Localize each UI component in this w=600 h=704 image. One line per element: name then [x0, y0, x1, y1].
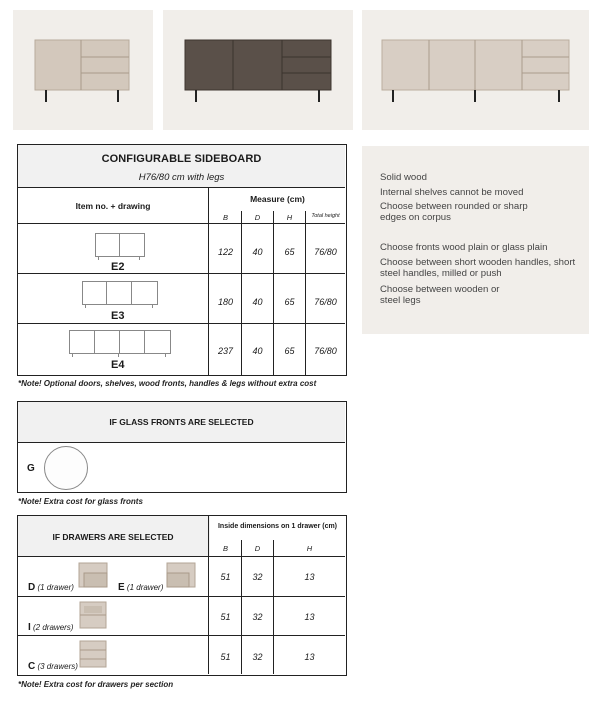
drawer-col-d: D — [254, 544, 261, 553]
drawers-note: *Note! Extra cost for drawers per section — [18, 680, 174, 689]
info-line-6: Choose between wooden or steel legs — [380, 284, 500, 306]
drawer-c-h: 13 — [304, 652, 315, 662]
drawer-col-b: B — [222, 544, 228, 553]
table-title: CONFIGURABLE SIDEBOARD — [101, 153, 262, 165]
drawer-i-d: 32 — [252, 612, 263, 622]
e4-total: 76/80 — [314, 346, 337, 356]
glass-table — [17, 401, 347, 493]
product-photo-medium — [163, 10, 353, 130]
measure-header: Measure (cm) — [250, 194, 305, 204]
e2-total: 76/80 — [314, 247, 337, 257]
e3-total: 76/80 — [314, 297, 337, 307]
e2-b: 122 — [217, 247, 234, 257]
drawer-d-h: 13 — [304, 572, 315, 582]
glass-code: G — [27, 463, 35, 474]
drawers-table — [17, 515, 347, 676]
e4-h: 65 — [284, 346, 295, 356]
table-note: *Note! Optional doors, shelves, wood fronts, handles & legs without extra cost — [18, 379, 317, 388]
glass-title: IF GLASS FRONTS ARE SELECTED — [109, 417, 254, 427]
glass-circle-icon — [44, 446, 88, 490]
e4-b: 237 — [217, 346, 234, 356]
info-line-3: Choose between rounded or sharp edges on corpus — [380, 201, 528, 223]
e3-h: 65 — [284, 297, 295, 307]
col-d: D — [254, 213, 261, 222]
e4-drawing — [69, 330, 171, 354]
info-line-4: Choose fronts wood plain or glass plain — [380, 242, 548, 253]
e4-d: 40 — [252, 346, 263, 356]
code-e3: E3 — [111, 310, 125, 322]
sideboard-table — [17, 144, 347, 376]
col-h: H — [286, 213, 293, 222]
drawer-i-image — [76, 599, 110, 631]
drawers-title: IF DRAWERS ARE SELECTED — [52, 532, 174, 542]
e3-drawing — [82, 281, 158, 305]
col-total: Total height — [311, 213, 340, 219]
e2-drawing — [95, 233, 145, 257]
col-b: B — [222, 213, 228, 222]
e2-d: 40 — [252, 247, 263, 257]
drawer-c-d: 32 — [252, 652, 263, 662]
drawer-i-h: 13 — [304, 612, 315, 622]
info-line-2: Internal shelves cannot be moved — [380, 187, 524, 198]
drawer-c-label: C (3 drawers) — [28, 661, 78, 672]
drawer-c-image — [76, 638, 110, 670]
product-photo-small — [13, 10, 153, 130]
drawer-e-label: E (1 drawer) — [118, 582, 164, 593]
code-e4: E4 — [111, 359, 125, 371]
drawer-e-image — [164, 559, 198, 591]
drawer-d-d: 32 — [252, 572, 263, 582]
code-e2: E2 — [111, 261, 125, 273]
inside-header: Inside dimensions on 1 drawer (cm) — [217, 523, 338, 530]
table-subtitle: H76/80 cm with legs — [138, 172, 225, 183]
info-line-1: Solid wood — [380, 172, 427, 183]
product-photo-large — [362, 10, 589, 130]
drawer-d-label: D (1 drawer) — [28, 582, 74, 593]
info-line-5: Choose between short wooden handles, short steel handles, milled or push — [380, 257, 576, 279]
e3-d: 40 — [252, 297, 263, 307]
drawer-c-b: 51 — [220, 652, 231, 662]
e3-b: 180 — [217, 297, 234, 307]
glass-note: *Note! Extra cost for glass fronts — [18, 497, 143, 506]
drawer-d-b: 51 — [220, 572, 231, 582]
drawer-i-b: 51 — [220, 612, 231, 622]
e2-h: 65 — [284, 247, 295, 257]
drawer-d-image — [76, 559, 110, 591]
drawer-col-h: H — [306, 544, 313, 553]
drawer-i-label: I (2 drawers) — [28, 622, 74, 633]
item-header: Item no. + drawing — [75, 201, 151, 211]
